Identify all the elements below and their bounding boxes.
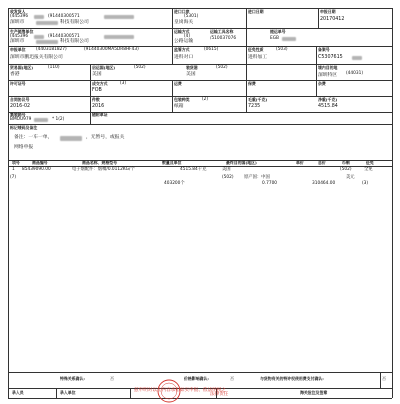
consumer-name2: 科技有限公司 xyxy=(60,39,89,44)
inspect-confirm-value: 否 xyxy=(110,376,114,381)
origin-country-code: (502) xyxy=(134,65,146,70)
label-trade-country: 贸易国(地区) xyxy=(10,65,34,70)
red-seal-icon xyxy=(156,378,182,404)
goods-qty-3: (7) xyxy=(10,175,17,180)
consumer-code2: (91440300571 xyxy=(48,34,80,39)
transport-mode-value: 公路运输 xyxy=(174,39,194,44)
goods-idx: 1 xyxy=(12,167,15,172)
label-misc: 杂费 xyxy=(318,81,326,86)
deal-mode-value: FOB xyxy=(92,88,102,93)
label-import-port: 进口口岸 xyxy=(174,9,190,14)
consignee-code: (445396 xyxy=(10,14,29,19)
consignee-code2: (91440300571 xyxy=(48,14,80,19)
label-marks: 标记唛码及备注 xyxy=(10,125,38,130)
goods-header-cell: 总价 xyxy=(318,160,326,165)
label-inspect-confirm: 特殊关系确认: xyxy=(60,376,85,381)
goods-header-cell: 商品名称、规格型号 xyxy=(82,160,118,165)
label-gross-weight: 毛重(千克) xyxy=(248,97,268,102)
import-port-code: (5301) xyxy=(184,14,199,19)
label-docs: 随附单证 xyxy=(92,112,108,117)
label-import-date: 进口日期 xyxy=(248,9,264,14)
label-freight: 运费 xyxy=(174,81,182,86)
label-pieces: 件数 xyxy=(92,97,100,102)
trade-country-code: (110) xyxy=(48,65,60,70)
container-no-suffix: * 1(2) xyxy=(52,117,65,122)
consignee-name: 深圳市 xyxy=(10,20,25,25)
goods-unit-price: 0.7700 xyxy=(262,181,278,186)
label-transport-mode: 运输方式 xyxy=(174,29,190,34)
goods-header-cell: 币制 xyxy=(342,160,350,165)
loading-port-code: (502) xyxy=(216,65,228,70)
declarant-name: 深圳市鹏迅报关有限公司 xyxy=(10,55,63,60)
goods-hs-code: 85439090.00 xyxy=(22,167,51,172)
label-price-confirm: 价格影响确认: xyxy=(184,376,209,381)
dest-place-code: (44031) xyxy=(346,71,364,76)
label-consignee: 收发货人 xyxy=(10,9,26,14)
price-confirm-value: 否 xyxy=(230,376,234,381)
supervision-code: (0615) xyxy=(204,47,219,52)
net-weight-value: 4515.84 xyxy=(318,104,338,109)
declaration-statement-2: 法律责任 xyxy=(210,392,229,397)
goods-qty-note: (502) xyxy=(222,175,234,180)
declaration-statement: 兹申明对以上内容承担如实申报、依法纳税之 xyxy=(134,388,226,393)
label-dest-place: 境内目的地 xyxy=(318,65,338,70)
label-tax-nature: 征免性质 xyxy=(248,47,264,52)
goods-header-cell: 征免 xyxy=(366,160,374,165)
label-contract-no: 合同协议号 xyxy=(10,97,30,102)
goods-header-cell: 项号 xyxy=(12,160,20,165)
label-bill-no: 提运单号 xyxy=(270,29,286,34)
label-record-no: 备案号 xyxy=(318,47,330,52)
goods-currency: 美元 xyxy=(346,175,355,180)
supervision-value: 进料对口 xyxy=(174,55,194,60)
goods-tax: 全免 xyxy=(364,167,373,172)
royalty-confirm-value: 否 xyxy=(382,376,386,381)
goods-header-cell: 数量及单位 xyxy=(162,160,182,165)
consumer-code: (445396 xyxy=(10,34,29,39)
label-customs-remarks: 海关批注及签章 xyxy=(300,390,328,395)
label-declare-date: 申报日期 xyxy=(320,9,336,14)
gross-weight-value: 7235 xyxy=(248,104,261,109)
consignee-name2: 科技有限公司 xyxy=(60,20,89,25)
tax-nature-code: (503) xyxy=(276,47,288,52)
label-royalty-confirm: 与货物有关的特许权使用费支付确认: xyxy=(260,376,324,381)
package-value: 纸箱 xyxy=(174,104,184,109)
tax-nature-value: 进料加工 xyxy=(248,55,268,60)
goods-header-cell: 单价 xyxy=(296,160,304,165)
record-no-value: C5307615 xyxy=(318,55,343,60)
label-origin-country: 启运国(地区) xyxy=(92,65,116,70)
label-deal-mode: 成交方式 xyxy=(92,81,108,86)
remark-line-3: 网络申报 xyxy=(14,145,34,150)
origin-country-value: 美国 xyxy=(92,72,102,77)
label-license-no: 许可证号 xyxy=(10,81,26,86)
transport-mode-code: (4) xyxy=(184,34,191,39)
pieces-value: 2016 xyxy=(92,104,105,109)
contract-no-value: 2016-02 xyxy=(10,104,31,109)
deal-mode-code: (3) xyxy=(120,81,127,86)
dest-place-value: 深圳特区 xyxy=(318,73,338,78)
trade-country-value: 香港 xyxy=(10,72,20,77)
remark-line-1: 备注：一车一单， xyxy=(14,135,53,140)
label-supervision-mode: 监管方式 xyxy=(174,47,190,52)
remark-line-2: ，无暂号，或报关 xyxy=(86,135,125,140)
label-loading-port: 装货港 xyxy=(186,65,198,70)
label-entry-unit: 录入单位 xyxy=(60,390,76,395)
label-transport-name: 运输工具名称 xyxy=(210,29,234,34)
goods-total: 310464.00 xyxy=(312,181,336,186)
label-declarant: 申报单位 xyxy=(10,47,26,52)
goods-header-cell: 商品编号 xyxy=(32,160,48,165)
consumer-name: 深圳市 xyxy=(10,39,25,44)
declarant-code2: (91440300MA5DR8HF43) xyxy=(84,47,139,52)
goods-currency-code: (502) xyxy=(340,167,352,172)
goods-qty-1: 4515.84千克 xyxy=(180,167,207,172)
label-consumer: 生产销售单位 xyxy=(10,29,34,34)
declare-date-value: 20170412 xyxy=(320,17,345,22)
label-insurance: 保费 xyxy=(248,81,256,86)
goods-dest: 美国 xyxy=(222,167,231,172)
bill-no-value: EGB xyxy=(270,36,279,41)
label-container-no: 集装箱号 xyxy=(10,112,26,117)
goods-tax-2: (3) xyxy=(362,181,369,186)
goods-header-cell: 最终目的国(地区) xyxy=(226,160,257,165)
label-net-weight: 净重(千克) xyxy=(318,97,338,102)
goods-qty-2: 403200个 xyxy=(164,181,185,186)
declarant-code: (4403181827) xyxy=(36,47,67,52)
goods-name: 电子烟配件：烟嘴/0.0112KG/个 xyxy=(72,167,135,172)
container-no-value: BMOU979 xyxy=(10,117,32,122)
label-package: 包装种类 xyxy=(174,97,190,102)
goods-origin: 原产国：中国 xyxy=(244,175,270,180)
package-code: (2) xyxy=(202,97,209,102)
label-entry-clerk: 录入员 xyxy=(12,390,24,395)
import-port-name: 皇岗海关 xyxy=(174,20,194,25)
transport-name-value: /510037076 xyxy=(210,36,237,41)
loading-port-value: 美国 xyxy=(186,72,196,77)
